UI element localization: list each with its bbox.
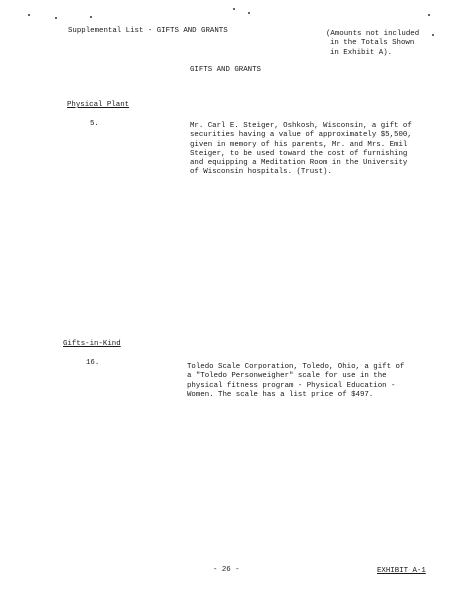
item-body [187,363,404,400]
item-body-line: Women. The scale has a list price of $497. [187,390,374,399]
header-note-line: (Amounts not included [326,30,420,38]
header-note [326,30,419,58]
scan-speck [233,8,235,10]
item-body-line: Toledo Scale Corporation, Toledo, Ohio, a gift of [187,363,405,371]
item-body-line: a "Toledo Personweigher" scale for use in the [187,372,387,381]
exhibit-label: EXHIBIT A-1 [377,567,426,575]
item-number: 5. [90,120,99,128]
item-body-line: Steiger, to be used toward the cost of furnishing [190,149,408,158]
item-body-line: physical fitness program - Physical Education - [187,381,396,390]
item-body-line: and equipping a Meditation Room in the University [190,159,408,168]
header-note-line: in the Totals Shown [330,39,415,48]
section-heading: Gifts-in-Kind [63,340,121,348]
header-left-label: Supplemental List - GIFTS AND GRANTS [68,27,228,35]
item-body [190,122,412,178]
section-heading: Physical Plant [67,101,130,109]
scan-speck [432,34,434,36]
item-number: 16. [86,359,100,367]
header-note-line: in Exhibit A). [330,48,393,57]
item-body-line: securities having a value of approximately $5,500, [190,131,412,140]
scan-speck [55,17,57,19]
scan-speck [28,14,30,16]
scan-speck [428,14,430,16]
scan-speck [90,16,92,18]
page-title: GIFTS AND GRANTS [190,66,261,74]
page-number: - 26 - [213,566,240,574]
item-body-line: of Wisconsin hospitals. (Trust). [190,168,332,177]
item-body-line: Mr. Carl E. Steiger, Oshkosh, Wisconsin, a gift of [190,122,412,130]
item-body-line: given in memory of his parents, Mr. and Mrs. Emil [190,140,408,149]
scan-speck [248,12,250,14]
